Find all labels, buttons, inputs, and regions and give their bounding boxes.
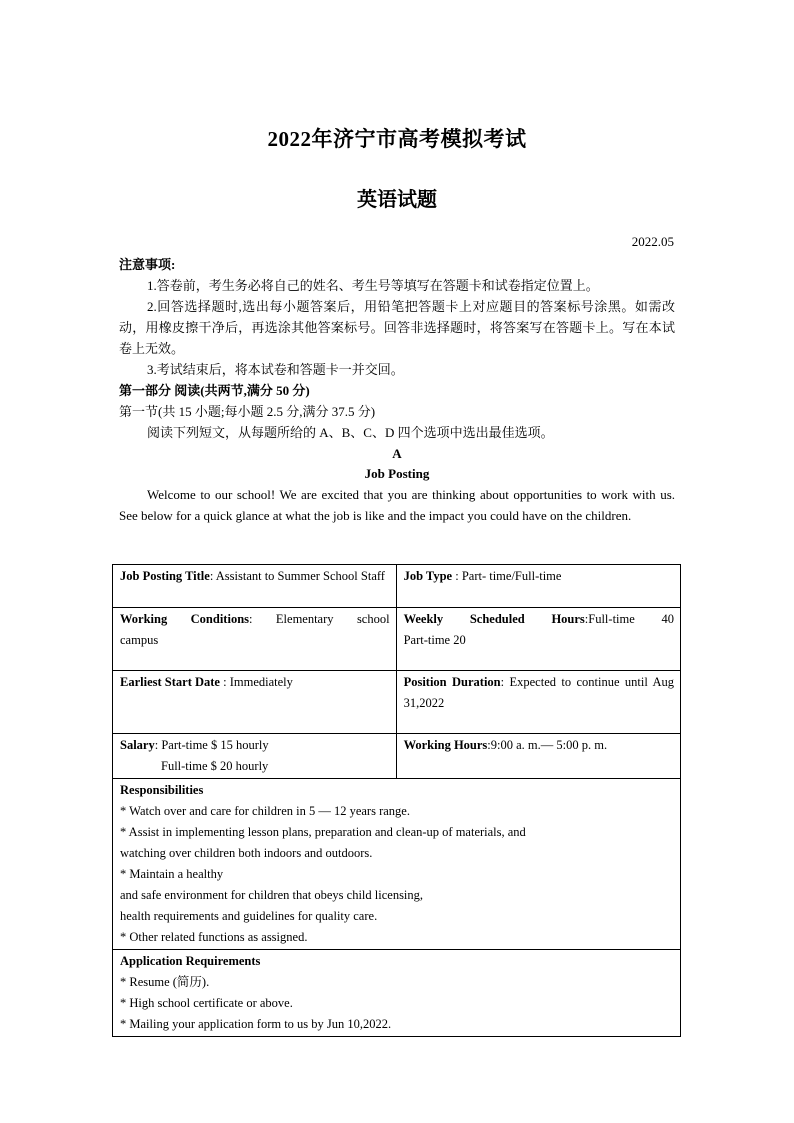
hours-label-1: Weekly [403,612,444,626]
job-title-value: : Assistant to Summer School Staff [209,569,385,583]
job-type-value: : Part- time/Full-time [452,569,562,583]
salary-label: Salary [120,738,155,752]
salary-value: : Part-time $ 15 hourly [154,738,269,752]
hours-label-3: Hours [551,612,585,626]
conditions-label-1: Working [120,612,168,626]
exam-subtitle: 英语试题 [357,189,437,211]
conditions-value-4: campus [120,633,159,647]
list-item: * Other related functions as assigned. [120,930,308,944]
conditions-value-2: Elementary [275,612,334,626]
list-item: * Mailing your application form to us by Jun 10,2022. [120,1017,392,1031]
weekly-hours-cell [396,608,680,671]
list-item: and safe environment for children that obeys child licensing, [120,888,424,902]
passage-intro: Welcome to our school! We are excited that you are thinking about opportunities to work with us. See below for a quick glance at what the job is like and the impact you could have on the children. [119,487,675,523]
list-item: * High school certificate or above. [120,996,293,1010]
list-item: * Maintain a healthy [120,867,224,881]
hours-value-2: 40 [661,612,674,626]
section-heading: 第一节(共 15 小题;每小题 2.5 分,满分 37.5 分) [119,404,376,419]
conditions-value-3: school [356,612,390,626]
requirements-heading: Application Requirements [120,954,261,968]
working-hours-value: :9:00 a. m.— 5:00 p. m. [487,738,608,752]
hours-value-1: :Full-time [584,612,635,626]
hours-label-2: Scheduled [469,612,525,626]
list-item: * Resume (简历). [120,975,210,989]
list-item: * Assist in implementing lesson plans, preparation and clean-up of materials, and [120,825,526,839]
hours-value-3: Part-time 20 [403,633,466,647]
job-type-label: Job Type [403,569,453,583]
working-hours-label: Working Hours [403,738,488,752]
duration-value: : Expected to continue until Aug 31,2022 [403,675,674,710]
notice-heading: 注意事项: [119,257,176,272]
conditions-label-2: Conditions [190,612,250,626]
start-date-label: Earliest Start Date [120,675,220,689]
working-hours-cell [396,734,680,779]
salary-cell [113,734,397,779]
start-date-value: : Immediately [219,675,293,689]
notice-item-1: 1.答卷前，考生务必将自己的姓名、考生号等填写在答题卡和试卷指定位置上。 [147,278,599,293]
exam-date: 2022.05 [631,234,674,249]
part-heading: 第一部分 阅读(共两节,满分 50 分) [119,383,310,398]
passage-title: Job Posting [364,466,430,481]
responsibilities-cell [113,779,681,950]
list-item: health requirements and guidelines for quality care. [120,909,378,923]
job-title-label: Job Posting Title [120,569,210,583]
start-date-cell [113,671,397,734]
job-type-cell [396,565,680,608]
salary-value-2: Full-time $ 20 hourly [161,759,269,773]
conditions-value-1: : [249,612,253,626]
job-posting-table [112,564,681,1037]
requirements-cell [113,950,681,1037]
working-conditions-cell [113,608,397,671]
responsibilities-heading: Responsibilities [120,783,204,797]
job-title-cell [113,565,397,608]
instruction-text: 阅读下列短文，从每题所给的 A、B、C、D 四个选项中选出最佳选项。 [147,425,554,440]
notice-item-2: 2.回答选择题时,选出每小题答案后，用铅笔把答题卡上对应题目的答案标号涂黑。如需改动，用橡皮擦干净后，再选涂其他答案标号。回答非选择题时，将答案写在答题卡上。写在本试卷上无效。 [119,299,675,356]
notice-item-3: 3.考试结束后，将本试卷和答题卡一并交回。 [147,362,404,377]
list-item: * Watch over and care for children in 5 — 12 years range. [120,804,410,818]
exam-title: 2022年济宁市高考模拟考试 [267,127,527,151]
position-duration-cell [396,671,680,734]
duration-label: Position Duration [403,675,501,689]
passage-letter: A [392,446,402,461]
list-item: watching over children both indoors and outdoors. [120,846,373,860]
